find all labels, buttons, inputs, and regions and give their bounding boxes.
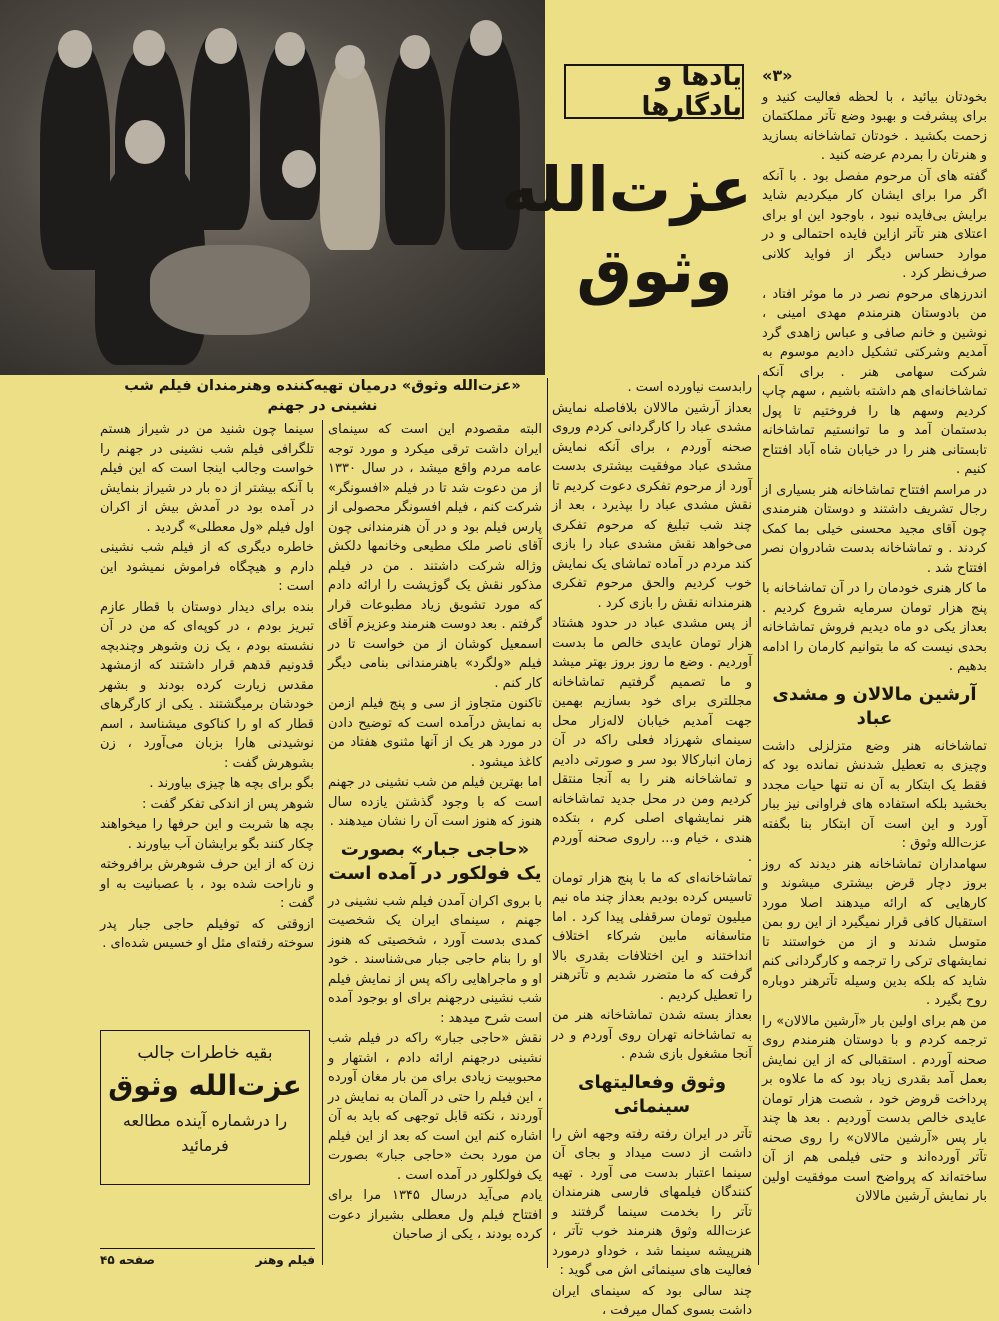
paragraph: تاکنون متجاوز از سی و پنج فیلم ازمن به نمایش درآمده است که توضیح دادن در مورد هر یک از آنها مثنوی هفتاد من کاغذ میشود .	[328, 696, 542, 770]
paragraph: یادم می‌آید درسال ۱۳۴۵ مرا برای افتتاح فیلم ول معطلی بشیراز دعوت کرده بودند ، یکی از صاحبان	[328, 1188, 542, 1242]
title-block	[501, 0, 757, 375]
page-footer	[100, 1248, 315, 1271]
column-mid-right	[552, 378, 752, 1318]
notice-line-3: را درشماره آینده مطالعه فرمائید	[122, 1111, 288, 1155]
column-left	[100, 420, 314, 1020]
paragraph: در مراسم افتتاح تماشاخانه هنر بسیاری از رجال تشریف داشتند و دوستان هنرمندی چون آقای مجید محسنی خیلی بما کمک کردند . و تماشاخانه بدست شادروان نصر افتتاح شد .	[762, 482, 987, 576]
paragraph: اما بهترین فیلم من شب نشینی در جهنم است که با وجود گذشتن یازده سال هنوز که هنوز است آن را نشان میدهند .	[328, 775, 542, 829]
section-number: «۳»	[762, 66, 793, 85]
paragraph: سهامداران تماشاخانه هنر دیدند که روز بروز دچار قرض بیشتری میشوند و کارهایی که ارائه میدهند اصلا مورد استقبال کافی قرار نمیگیرد از این رو بمن متوسل شدند و از من خواستند تا نمایشهای ترکی را ترجمه و کارگردانی کنم شاید که بلکه بدین وسیله تآترهنر دوباره روح بگیرد .	[762, 856, 987, 1008]
paragraph: گفته های آن مرحوم مفصل بود . با آنکه اگر مرا برای ایشان کار میکردیم شاید برایش بی‌فایده نبود ، باوجود این او برای اعتلای هنر تآتر ازاین فایده احتمالی و در موارد حساس دیگر از فواید کلانی صرف‌نظر کرد .	[762, 168, 987, 281]
subheading: وثوق وفعالیتهای سینمائی	[577, 1071, 727, 1117]
paragraph: با بروی اکران آمدن فیلم شب نشینی در جهنم ، سینمای ایران یک شخصیت کمدی بدست آورد ، شخصیتی که هنوز او را بنام حاجی جبار می‌شناسند . خود او و ماجراهایی راکه پس از نمایش فیلم شب نشینی درجهنم برای او بوجود آمده است شرح میدهد :	[328, 893, 542, 1026]
paragraph: من هم برای اولین بار «آرشین مالالان» را ترجمه کردم و با دوستان هنرمندم روی صحنه آوردم . استقبالی که از این نمایش بعمل آمد بقدری زیاد بود که ما علاوه بر پرداخت قروض خود ، شصت هزار تومان عایدی خالص بدست آوردیم . بعد ها چند بار پس «آرشین مالالان» را روی صحنه تآتر آورده‌اند و حتی فیلمی هم از آن ساخته‌اند که پرواضح است موفقیت اولین بار نمایش آرشین مالالان	[762, 1013, 987, 1204]
paragraph: بچه ها شربت و این حرفها را میخواهند چکار کنند بگو برایشان آب بیاورند .	[100, 817, 314, 852]
title-line-1: عزت‌الله	[501, 153, 752, 226]
paragraph: تآتر در ایران رفته رفته وجهه اش را داشت از دست میداد و بجای آن سینما اعتبار بدست می آورد . تهیه کنندگان فیلمهای فارسی هنرمندان تآتر را بخدمت سینما گرفتند و عزت‌الله وثوق هنرمند خوب تآتر ، هنرپیشه سینما شد ، خوداو درمورد فعالیت های سینمائی اش می گوید :	[552, 1126, 752, 1278]
paragraph: تماشاخانه‌ای که ما با پنج هزار تومان تاسیس کرده بودیم بعداز چند ماه نیم میلیون تومان سرقفلی پیدا کرد . اما متاسفانه مابین شرکاء اختلاف انداختند و این اختلافات بقدری بالا گرفت که ما متضرر شدیم و تآترهنر را تعطیل کردیم .	[552, 870, 752, 1003]
continuation-notice	[100, 1030, 310, 1185]
paragraph: زن که از این حرف شوهرش برافروخته و ناراحت شده بود ، با عصبانیت به او گفت :	[100, 857, 314, 911]
paragraph: چند سالی بود که سینمای ایران داشت بسوی کمال میرفت ،	[552, 1283, 752, 1318]
paragraph: ما کار هنری خودمان را در آن تماشاخانه با پنج هزار تومان سرمایه شروع کردیم . بعداز یکی دو ماه دیدیم فروش تماشاخانه بحدی نیست که ما بتوانیم کارمان را ادامه بدهیم .	[762, 581, 987, 674]
column-right	[762, 66, 987, 1271]
photo-caption: «عزت‌الله وثوق» درمیان تهیه‌کننده وهنرمندان فیلم شب نشینی در جهنم	[124, 378, 521, 414]
paragraph: بنده برای دیدار دوستان با قطار عازم تبریز بودم ، در کوپه‌ای که من در آن نشسته بودم ، یک زن وشوهر وچندبچه قدونیم قدهم قرار داشتند که ازمشهد مقدس زیارت کرده بودند و بشهر خودشان برمیگشتند . یکی از کارگرهای قطار که او را کناکوی میشناسد ، اسم نوشیدنی هارا بزبان می‌آورد ، زن بشوهرش گفت :	[100, 599, 314, 771]
subheading: آرشین مالالان و مشدی عباد	[772, 683, 977, 729]
notice-name: عزت‌الله وثوق	[108, 1069, 302, 1102]
paragraph: بخودتان بیائید ، با لحظه فعالیت کنید و برای پیشرفت و بهبود وضع تآتر مملکتمان زحمت بکشید . خودتان تماشاخانه بسازید و هنرتان را بمردم عرضه کنید .	[762, 89, 987, 163]
notice-line-1: بقیه خاطرات جالب	[137, 1043, 273, 1063]
paragraph: بگو برای بچه ها چیزی بیاورند .	[149, 776, 314, 791]
paragraph: شوهر پس از اندکی تفکر گفت :	[141, 796, 314, 812]
paragraph: تماشاخانه هنر وضع متزلزلی داشت وچیزی به تعطیل شدنش نمانده بود که فقط یک ابتکار به آن نه تنها حیات مجدد بخشید بلکه استفاده های فراوانی نیز ببار آورد و این است آن ابتکار بنا بگفته عزت‌الله وثوق :	[762, 738, 987, 851]
title-line-2: وثوق	[576, 233, 733, 307]
paragraph: بعداز بسته شدن تماشاخانه هنر من به تماشاخانه تهران روی آوردم و در آنجا مشغول بازی شدم .	[552, 1008, 752, 1062]
magazine-name: فیلم وهنر	[255, 1253, 315, 1267]
subheading: «حاجی جبار» بصورت یک فولکور در آمده است	[328, 838, 542, 884]
column-mid-left	[328, 420, 542, 1270]
paragraph: بعداز آرشین مالالان بلافاصله نمایش مشدی عباد را کارگردانی کردم وروی صحنه آوردم ، برای آنکه نمایش مشدی عباد موفقیت بیشتری بدست آورد از مرحوم تفکری دعوت کردیم تا نقش مشدی عباد را بپذیرد ، بعد از چند شب تبلیغ که مرحوم تفکری می‌خواهد نقش مشدی عباد را بازی کند مردم در آماده تماشای یک نمایش خوب کردیم والحق مرحوم تفکری هنرمندانه نقش را بازی کرد .	[552, 400, 752, 611]
paragraph: خاطره دیگری که از فیلم شب نشینی دارم و هیچگاه فراموش نمیشود این است :	[100, 540, 314, 594]
paragraph: رابدست نیاورده است .	[627, 380, 752, 395]
paragraph: ازوقتی که توفیلم حاجی جبار پدر سوخته رفته‌ای مثل او خسیس شده‌ای .	[100, 916, 314, 951]
series-banner: یادها و یادگارها	[564, 64, 744, 119]
paragraph: البته مقصودم این است که سینمای ایران داشت ترقی میکرد و مورد توجه عامه مردم واقع میشد ، در سال ۱۳۳۰ از من دعوت شد تا در فیلم «افسونگر» شرکت کنم ، فیلم افسونگر محصولی از پارس فیلم بود و در آن هنرمندانی چون آقای ناصر ملک مطیعی وخانمها دلکش وژاله شرکت داشتند . من در فیلم مذکور نقش یک گوژپشت را ارائه دادم که مورد تشویق زیاد مطبوعات قرار گرفتم . بعد دوست هنرمند وعزیزم آقای اسمعیل کوشان از من خواست تا در فیلم «ولگرد» باهنرمندانی بنامی دیگر کار کنم .	[328, 422, 542, 691]
article-title	[501, 150, 752, 311]
paragraph: نقش «حاجی جبار» راکه در فیلم شب نشینی درجهنم ارائه دادم ، اشتهار و محبوبیت زیادی برای من بار مغان آورده ، این فیلم را حتی در آلمان به نمایش در آوردند ، نکته قابل توجهی که باید به آن اشاره کنم این است که بعد از این فیلم من مورد بحث «حاجی جبار» بصورت یک فولکلور در آمده است .	[328, 1031, 542, 1183]
page-number: صفحه ۴۵	[100, 1253, 155, 1267]
paragraph: اندرزهای مرحوم نصر در ما موثر افتاد ، من بادوستان هنرمندم مهدی امینی ، نوشین و خانم صافی و عباس زاهدی گرد آمدیم وشرکتی تشکیل دادیم موسوم به شرکت سهامی هنر . برای آنکه تماشاخانه‌ای هم داشته باشیم ، سهم چاپ کردیم وسهم ها را فروختیم تا پول بدستمان آمد و ما توانستیم تماشاخانه تابستانی هنر را در خیابان شاه آباد افتتاح کنیم .	[762, 286, 987, 477]
paragraph: از پس مشدی عباد در حدود هشتاد هزار تومان عایدی خالص ما بدست آوردیم . وضع ما روز بروز بهتر میشد و ما تصمیم گرفتیم تماشاخانه مجللتری برای خود بسازیم بهمین جهت آمدیم خیابان لاله‌زار محل سینمای شهرزاد فعلی راکه در آن زمان انبارکالا بود سر و صورتی دادیم و تماشاخانه هنر را به آنجا منتقل کردیم ومن در محل جدید تماشاخانه هنر نمایشهای اصلی کرم ، بتکده هندی ، خیام و... راروی صحنه آوردم .	[552, 616, 752, 865]
group-photo	[0, 0, 545, 375]
paragraph: سینما چون شنید من در شیراز هستم تلگرافی فیلم شب نشینی در جهنم را خواست وجالب اینجا است که این فیلم با آنکه بیشتر از ده بار در شیراز بنمایش در آمده بود در آمدش بیش از اکران اول فیلم «ول معطلی» گردید .	[100, 422, 314, 535]
